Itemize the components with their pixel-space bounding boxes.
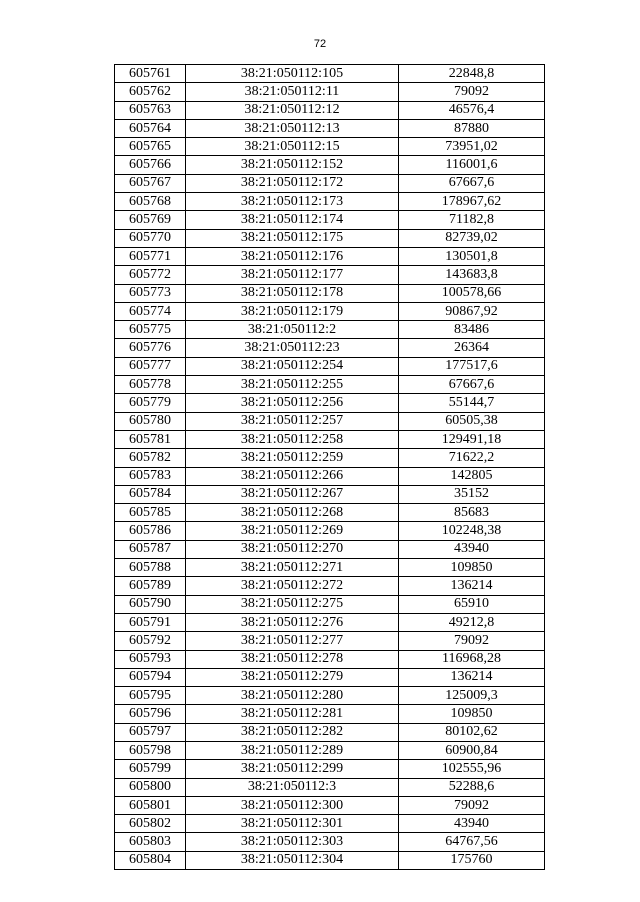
- value-cell: 87880: [399, 119, 545, 137]
- cadastral-number-cell: 38:21:050112:173: [186, 193, 399, 211]
- cadastral-number-cell: 38:21:050112:270: [186, 540, 399, 558]
- cadastral-number-cell: 38:21:050112:269: [186, 522, 399, 540]
- cadastral-number-cell: 38:21:050112:300: [186, 796, 399, 814]
- row-number-cell: 605764: [115, 119, 186, 137]
- value-cell: 109850: [399, 705, 545, 723]
- value-cell: 82739,02: [399, 229, 545, 247]
- table-row: [115, 357, 545, 375]
- cadastral-number-cell: 38:21:050112:259: [186, 449, 399, 467]
- cadastral-number-cell: 38:21:050112:178: [186, 284, 399, 302]
- value-cell: 79092: [399, 83, 545, 101]
- row-number-cell: 605802: [115, 815, 186, 833]
- value-cell: 35152: [399, 485, 545, 503]
- row-number-cell: 605800: [115, 778, 186, 796]
- table-row: [115, 138, 545, 156]
- value-cell: 143683,8: [399, 266, 545, 284]
- table-row: [115, 485, 545, 503]
- cadastral-number-cell: 38:21:050112:3: [186, 778, 399, 796]
- table-row: [115, 650, 545, 668]
- cadastral-number-cell: 38:21:050112:303: [186, 833, 399, 851]
- table-row: [115, 796, 545, 814]
- cadastral-number-cell: 38:21:050112:280: [186, 687, 399, 705]
- value-cell: 73951,02: [399, 138, 545, 156]
- page-number: 72: [313, 38, 327, 50]
- value-cell: 85683: [399, 504, 545, 522]
- table-row: [115, 376, 545, 394]
- row-number-cell: 605794: [115, 668, 186, 686]
- table-row: [115, 540, 545, 558]
- table-row: [115, 83, 545, 101]
- row-number-cell: 605767: [115, 174, 186, 192]
- value-cell: 67667,6: [399, 376, 545, 394]
- cadastral-number-cell: 38:21:050112:256: [186, 394, 399, 412]
- row-number-cell: 605780: [115, 412, 186, 430]
- cadastral-number-cell: 38:21:050112:275: [186, 595, 399, 613]
- row-number-cell: 605799: [115, 760, 186, 778]
- row-number-cell: 605771: [115, 247, 186, 265]
- row-number-cell: 605775: [115, 321, 186, 339]
- value-cell: 80102,62: [399, 723, 545, 741]
- cadastral-number-cell: 38:21:050112:177: [186, 266, 399, 284]
- value-cell: 100578,66: [399, 284, 545, 302]
- value-cell: 130501,8: [399, 247, 545, 265]
- table-row: [115, 815, 545, 833]
- value-cell: 136214: [399, 577, 545, 595]
- table-row: [115, 467, 545, 485]
- table-row: [115, 394, 545, 412]
- row-number-cell: 605793: [115, 650, 186, 668]
- table-row: [115, 119, 545, 137]
- cadastral-number-cell: 38:21:050112:271: [186, 559, 399, 577]
- cadastral-number-cell: 38:21:050112:266: [186, 467, 399, 485]
- value-cell: 136214: [399, 668, 545, 686]
- cadastral-number-cell: 38:21:050112:257: [186, 412, 399, 430]
- row-number-cell: 605783: [115, 467, 186, 485]
- table-row: [115, 247, 545, 265]
- cadastral-number-cell: 38:21:050112:289: [186, 741, 399, 759]
- value-cell: 43940: [399, 540, 545, 558]
- row-number-cell: 605801: [115, 796, 186, 814]
- table-row: [115, 522, 545, 540]
- value-cell: 125009,3: [399, 687, 545, 705]
- row-number-cell: 605768: [115, 193, 186, 211]
- cadastral-number-cell: 38:21:050112:301: [186, 815, 399, 833]
- row-number-cell: 605790: [115, 595, 186, 613]
- value-cell: 71182,8: [399, 211, 545, 229]
- cadastral-number-cell: 38:21:050112:258: [186, 430, 399, 448]
- row-number-cell: 605789: [115, 577, 186, 595]
- row-number-cell: 605778: [115, 376, 186, 394]
- value-cell: 64767,56: [399, 833, 545, 851]
- cadastral-number-cell: 38:21:050112:268: [186, 504, 399, 522]
- value-cell: 109850: [399, 559, 545, 577]
- row-number-cell: 605804: [115, 851, 186, 869]
- cadastral-number-cell: 38:21:050112:174: [186, 211, 399, 229]
- cadastral-number-cell: 38:21:050112:282: [186, 723, 399, 741]
- cadastral-number-cell: 38:21:050112:304: [186, 851, 399, 869]
- cadastral-number-cell: 38:21:050112:255: [186, 376, 399, 394]
- row-number-cell: 605798: [115, 741, 186, 759]
- cadastral-number-cell: 38:21:050112:12: [186, 101, 399, 119]
- cadastral-number-cell: 38:21:050112:299: [186, 760, 399, 778]
- table-row: [115, 339, 545, 357]
- value-cell: 60505,38: [399, 412, 545, 430]
- value-cell: 178967,62: [399, 193, 545, 211]
- row-number-cell: 605774: [115, 302, 186, 320]
- value-cell: 83486: [399, 321, 545, 339]
- row-number-cell: 605792: [115, 632, 186, 650]
- row-number-cell: 605788: [115, 559, 186, 577]
- cadastral-number-cell: 38:21:050112:277: [186, 632, 399, 650]
- row-number-cell: 605791: [115, 613, 186, 631]
- cadastral-number-cell: 38:21:050112:272: [186, 577, 399, 595]
- table-row: [115, 430, 545, 448]
- table-row: [115, 449, 545, 467]
- cadastral-number-cell: 38:21:050112:278: [186, 650, 399, 668]
- row-number-cell: 605761: [115, 65, 186, 83]
- value-cell: 67667,6: [399, 174, 545, 192]
- row-number-cell: 605765: [115, 138, 186, 156]
- table-row: [115, 229, 545, 247]
- cadastral-number-cell: 38:21:050112:172: [186, 174, 399, 192]
- row-number-cell: 605769: [115, 211, 186, 229]
- value-cell: 52288,6: [399, 778, 545, 796]
- row-number-cell: 605786: [115, 522, 186, 540]
- table-body: [115, 65, 545, 870]
- cadastral-number-cell: 38:21:050112:179: [186, 302, 399, 320]
- row-number-cell: 605762: [115, 83, 186, 101]
- row-number-cell: 605781: [115, 430, 186, 448]
- table-row: [115, 705, 545, 723]
- table-row: [115, 211, 545, 229]
- row-number-cell: 605782: [115, 449, 186, 467]
- table-row: [115, 778, 545, 796]
- cadastral-number-cell: 38:21:050112:281: [186, 705, 399, 723]
- table-row: [115, 741, 545, 759]
- value-cell: 49212,8: [399, 613, 545, 631]
- table-row: [115, 613, 545, 631]
- table-row: [115, 412, 545, 430]
- cadastral-number-cell: 38:21:050112:152: [186, 156, 399, 174]
- cadastral-number-cell: 38:21:050112:2: [186, 321, 399, 339]
- table-row: [115, 687, 545, 705]
- value-cell: 60900,84: [399, 741, 545, 759]
- cadastral-number-cell: 38:21:050112:23: [186, 339, 399, 357]
- value-cell: 79092: [399, 796, 545, 814]
- value-cell: 79092: [399, 632, 545, 650]
- table-row: [115, 851, 545, 869]
- table-row: [115, 632, 545, 650]
- cadastral-number-cell: 38:21:050112:13: [186, 119, 399, 137]
- row-number-cell: 605785: [115, 504, 186, 522]
- table-row: [115, 321, 545, 339]
- table-row: [115, 760, 545, 778]
- table-row: [115, 723, 545, 741]
- table-row: [115, 577, 545, 595]
- table-row: [115, 65, 545, 83]
- table-row: [115, 284, 545, 302]
- value-cell: 129491,18: [399, 430, 545, 448]
- cadastral-number-cell: 38:21:050112:176: [186, 247, 399, 265]
- table-row: [115, 504, 545, 522]
- row-number-cell: 605766: [115, 156, 186, 174]
- value-cell: 102555,96: [399, 760, 545, 778]
- row-number-cell: 605796: [115, 705, 186, 723]
- table-row: [115, 302, 545, 320]
- value-cell: 90867,92: [399, 302, 545, 320]
- table-row: [115, 595, 545, 613]
- table-row: [115, 174, 545, 192]
- row-number-cell: 605770: [115, 229, 186, 247]
- table-row: [115, 101, 545, 119]
- table-row: [115, 668, 545, 686]
- value-cell: 26364: [399, 339, 545, 357]
- value-cell: 102248,38: [399, 522, 545, 540]
- row-number-cell: 605779: [115, 394, 186, 412]
- table-row: [115, 156, 545, 174]
- table-row: [115, 193, 545, 211]
- cadastral-number-cell: 38:21:050112:15: [186, 138, 399, 156]
- value-cell: 46576,4: [399, 101, 545, 119]
- row-number-cell: 605795: [115, 687, 186, 705]
- row-number-cell: 605763: [115, 101, 186, 119]
- row-number-cell: 605803: [115, 833, 186, 851]
- row-number-cell: 605787: [115, 540, 186, 558]
- cadastral-number-cell: 38:21:050112:267: [186, 485, 399, 503]
- row-number-cell: 605797: [115, 723, 186, 741]
- cadastral-number-cell: 38:21:050112:279: [186, 668, 399, 686]
- value-cell: 71622,2: [399, 449, 545, 467]
- value-cell: 177517,6: [399, 357, 545, 375]
- cadastral-number-cell: 38:21:050112:254: [186, 357, 399, 375]
- table-row: [115, 833, 545, 851]
- value-cell: 116968,28: [399, 650, 545, 668]
- cadastral-number-cell: 38:21:050112:105: [186, 65, 399, 83]
- value-cell: 55144,7: [399, 394, 545, 412]
- value-cell: 175760: [399, 851, 545, 869]
- value-cell: 65910: [399, 595, 545, 613]
- row-number-cell: 605773: [115, 284, 186, 302]
- table-row: [115, 559, 545, 577]
- value-cell: 142805: [399, 467, 545, 485]
- value-cell: 43940: [399, 815, 545, 833]
- cadastral-number-cell: 38:21:050112:11: [186, 83, 399, 101]
- row-number-cell: 605777: [115, 357, 186, 375]
- cadastral-number-cell: 38:21:050112:175: [186, 229, 399, 247]
- table-row: [115, 266, 545, 284]
- row-number-cell: 605784: [115, 485, 186, 503]
- value-cell: 116001,6: [399, 156, 545, 174]
- row-number-cell: 605772: [115, 266, 186, 284]
- cadastral-value-table: [114, 64, 545, 870]
- cadastral-number-cell: 38:21:050112:276: [186, 613, 399, 631]
- value-cell: 22848,8: [399, 65, 545, 83]
- row-number-cell: 605776: [115, 339, 186, 357]
